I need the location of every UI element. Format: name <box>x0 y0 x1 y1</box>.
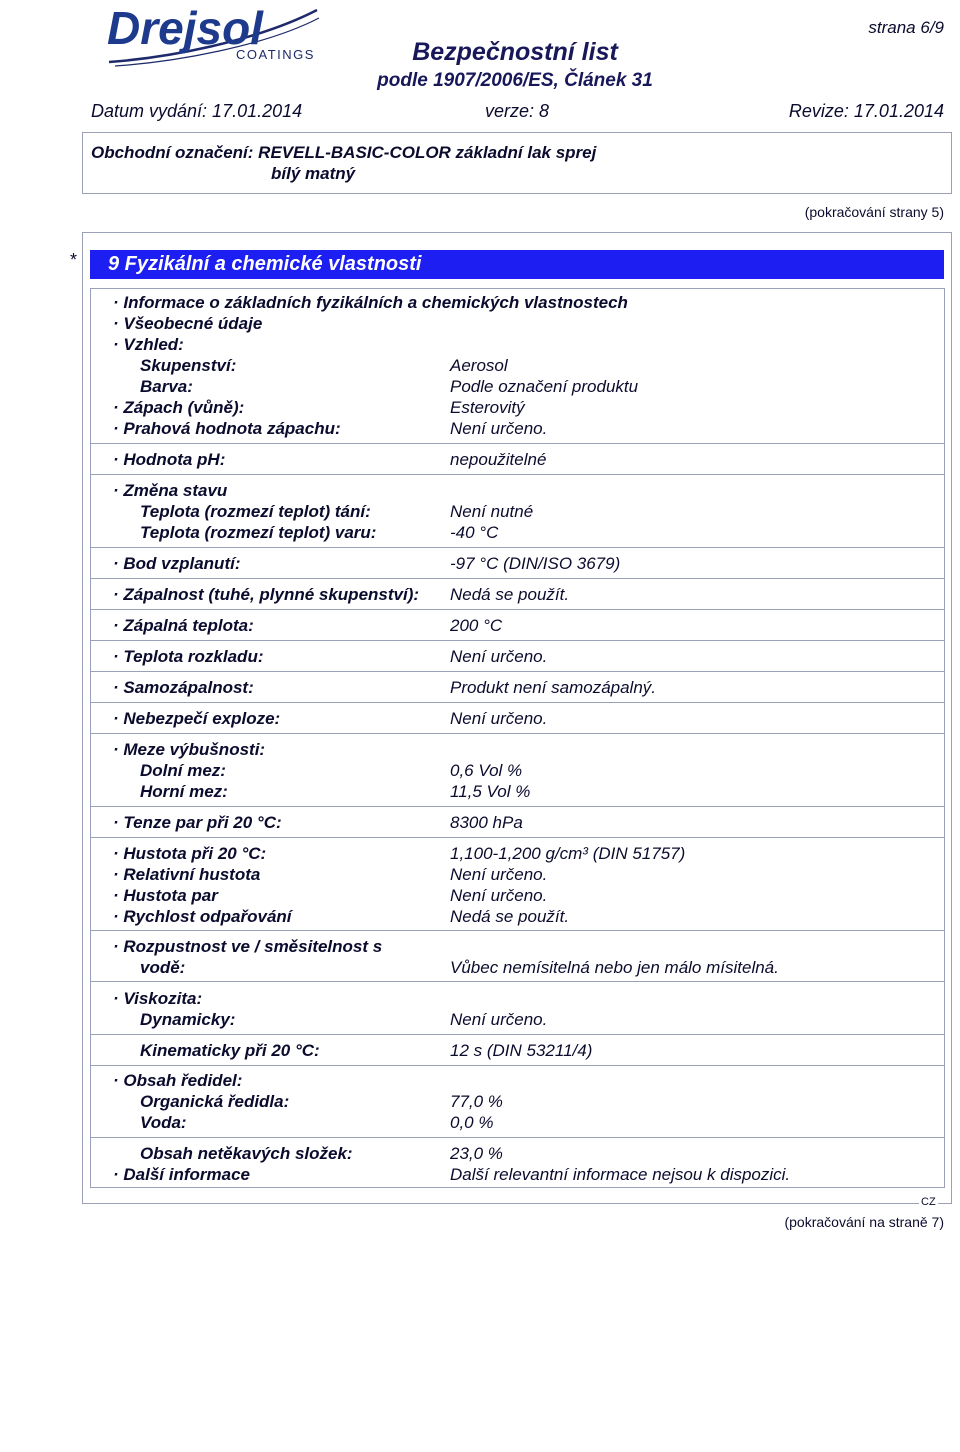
row-label: vodě: <box>140 958 186 977</box>
row-label: Voda: <box>140 1113 187 1132</box>
row-label: Dynamicky: <box>140 1010 236 1029</box>
continued-from: (pokračování strany 5) <box>804 204 944 220</box>
row-value: Esterovitý <box>450 398 525 417</box>
row-label: Teplota (rozmezí teplot) tání: <box>140 502 371 521</box>
country-code: CZ <box>921 1196 936 1208</box>
logo-wordmark: Drejsol <box>107 2 263 54</box>
row-value: 0,0 % <box>450 1113 494 1132</box>
row-value: 1,100-1,200 g/cm³ (DIN 51757) <box>450 844 686 863</box>
row-divider <box>90 702 945 703</box>
row-label: · Rozpustnost ve / směsitelnost s <box>113 937 383 956</box>
row-label: · Zápach (vůně): <box>113 398 245 417</box>
row-label: · Zápalnost (tuhé, plynné skupenství): <box>113 585 420 604</box>
revision-date: Revize: 17.01.2014 <box>788 101 944 121</box>
row-divider <box>90 837 945 838</box>
row-label: · Obsah ředidel: <box>113 1071 243 1090</box>
row-value: 200 °C <box>450 616 503 635</box>
continued-on: (pokračování na straně 7) <box>784 1214 944 1230</box>
row-label: · Viskozita: <box>113 989 203 1008</box>
row-label: · Samozápalnost: <box>113 678 254 697</box>
row-label: · Tenze par při 20 °C: <box>113 813 282 832</box>
version: verze: 8 <box>485 101 550 121</box>
row-value: Není určeno. <box>450 1010 548 1029</box>
row-divider <box>90 733 945 734</box>
company-logo <box>105 2 320 68</box>
row-value: -40 °C <box>450 523 499 542</box>
row-label: Horní mez: <box>140 782 228 801</box>
row-divider <box>90 930 945 931</box>
row-value: nepoužitelné <box>450 450 547 469</box>
row-divider <box>90 474 945 475</box>
row-divider <box>90 578 945 579</box>
row-divider <box>90 1034 945 1035</box>
row-value: 23,0 % <box>450 1144 503 1163</box>
row-label: Barva: <box>140 377 193 396</box>
revision-marker: * <box>70 250 78 270</box>
row-divider <box>90 443 945 444</box>
row-label: · Informace o základních fyzikálních a chemických vlastnostech <box>113 293 628 312</box>
row-value: Není určeno. <box>450 709 548 728</box>
row-label: Teplota (rozmezí teplot) varu: <box>140 523 377 542</box>
document-subtitle: podle 1907/2006/ES, Článek 31 <box>377 70 653 91</box>
row-label: · Další informace <box>113 1165 250 1184</box>
row-label: · Teplota rozkladu: <box>113 647 264 666</box>
row-value: Není určeno. <box>450 647 548 666</box>
row-label: · Změna stavu <box>113 481 228 500</box>
row-label: · Relativní hustota <box>113 865 261 884</box>
row-value: 12 s (DIN 53211/4) <box>450 1041 593 1060</box>
row-value: Nedá se použít. <box>450 585 570 604</box>
row-value: -97 °C (DIN/ISO 3679) <box>450 554 621 573</box>
row-label: · Nebezpečí exploze: <box>113 709 281 728</box>
row-value: Není určeno. <box>450 865 548 884</box>
row-label: Dolní mez: <box>140 761 226 780</box>
trade-name-box <box>82 132 952 194</box>
row-divider <box>90 671 945 672</box>
trade-name-line1: Obchodní označení: REVELL-BASIC-COLOR základní lak sprej <box>91 143 597 162</box>
row-value: 11,5 Vol % <box>450 782 531 801</box>
row-value: Nedá se použít. <box>450 907 570 926</box>
row-divider <box>90 609 945 610</box>
row-value: Další relevantní informace nejsou k dispozici. <box>450 1165 791 1184</box>
row-label: · Hustota při 20 °C: <box>113 844 267 863</box>
row-label: · Bod vzplanutí: <box>113 554 241 573</box>
row-divider <box>90 981 945 982</box>
row-divider <box>90 640 945 641</box>
row-value: Podle označení produktu <box>450 377 639 396</box>
row-label: Organická ředidla: <box>140 1092 290 1111</box>
row-label: Kinematicky při 20 °C: <box>140 1041 320 1060</box>
row-label: Skupenství: <box>140 356 237 375</box>
row-value: Není určeno. <box>450 419 548 438</box>
row-label: · Vzhled: <box>113 335 184 354</box>
page-number: strana 6/9 <box>868 18 944 37</box>
row-value: 8300 hPa <box>450 813 523 832</box>
row-label: · Hodnota pH: <box>113 450 226 469</box>
row-value: Vůbec nemísitelná nebo jen málo mísitelná. <box>450 958 779 977</box>
row-value: Produkt není samozápalný. <box>450 678 657 697</box>
logo-subtext: COATINGS <box>236 47 315 62</box>
trade-name-line2: bílý matný <box>271 164 356 183</box>
row-divider <box>90 1065 945 1066</box>
row-divider <box>90 806 945 807</box>
row-divider <box>90 547 945 548</box>
row-value: 0,6 Vol % <box>450 761 523 780</box>
section-title: 9 Fyzikální a chemické vlastnosti <box>108 253 422 275</box>
row-divider <box>90 1137 945 1138</box>
row-label: · Všeobecné údaje <box>113 314 263 333</box>
issue-date: Datum vydání: 17.01.2014 <box>91 101 303 121</box>
row-label: Obsah netěkavých složek: <box>140 1144 353 1163</box>
row-label: · Zápalná teplota: <box>113 616 254 635</box>
row-value: Není nutné <box>450 502 534 521</box>
row-label: · Meze výbušnosti: <box>113 740 266 759</box>
document-title: Bezpečnostní list <box>412 38 618 66</box>
row-value: Není určeno. <box>450 886 548 905</box>
row-label: · Prahová hodnota zápachu: <box>113 419 341 438</box>
row-label: · Rychlost odpařování <box>113 907 292 926</box>
row-value: Aerosol <box>450 356 508 375</box>
row-label: · Hustota par <box>113 886 218 905</box>
row-value: 77,0 % <box>450 1092 503 1111</box>
